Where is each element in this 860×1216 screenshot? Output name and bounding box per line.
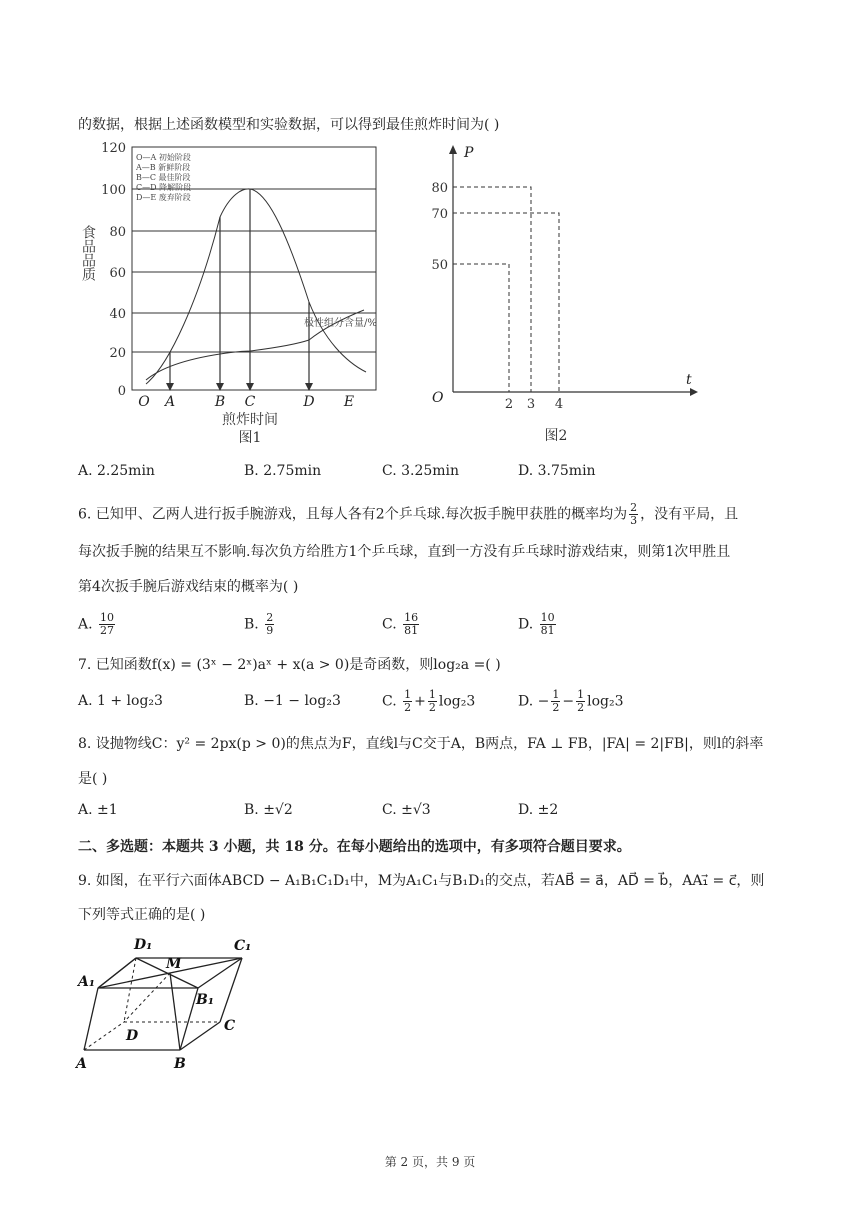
fig1-legend-item: B—C 最佳阶段 (136, 173, 191, 182)
fig1-ytick: 20 (109, 346, 126, 361)
q5-option-c[interactable]: C. 3.25min (382, 463, 460, 479)
fig2-origin: O (432, 390, 444, 406)
fig1-xpoint: O (138, 394, 150, 410)
fig2-ytick: 80 (431, 181, 448, 196)
q6-option-c[interactable]: C. $\frac{16}{81}$ (382, 611, 419, 637)
fig1-xpoint: B (214, 394, 226, 410)
vertex-b1: B₁ (196, 992, 214, 1008)
figure-1 (74, 140, 394, 450)
fig2-caption: 图2 (544, 428, 568, 444)
fig2-xtick: 4 (554, 397, 564, 412)
vertex-d: D (126, 1028, 139, 1044)
fig1-xpoint: D (303, 394, 315, 410)
q6-option-d[interactable]: D. $\frac{10}{81}$ (518, 611, 555, 637)
q6-line-3: 第4次扳手腕后游戏结束的概率为( ) (78, 579, 299, 595)
fig2-ytick: 50 (431, 258, 448, 273)
vertex-c1: C₁ (234, 938, 252, 954)
fig1-curve-label: 极性组分含量/% (304, 318, 377, 329)
q9-line-1: 9. 如图，在平行六面体ABCD − A₁B₁C₁D₁中，M为A₁C₁与B₁D₁的交点，若AB⃗ = a⃗，AD⃗ = b⃗，AA₁⃗ = c⃗，则 (78, 873, 765, 889)
vertex-a: A (76, 1056, 87, 1072)
fig1-ylabel: 食品品质 (80, 225, 96, 281)
fig2-xtick: 2 (504, 397, 514, 412)
q5-option-d[interactable]: D. 3.75min (518, 463, 596, 479)
q5-option-a[interactable]: A. 2.25min (78, 463, 155, 479)
fig1-ytick: 0 (117, 384, 126, 399)
fig1-xpoint: C (244, 394, 256, 410)
fig1-ytick: 40 (109, 307, 126, 322)
q7-option-c[interactable]: C. $\frac{1}{2}$ + $\frac{1}{2}$ log₂3 (382, 688, 476, 714)
fig1-ytick: 120 (101, 141, 126, 156)
fig1-xpoint: A (164, 394, 176, 410)
fig1-legend-item: D—E 废弃阶段 (136, 193, 191, 202)
vertex-m: M (166, 956, 182, 972)
q6-option-a[interactable]: A. $\frac{10}{27}$ (78, 611, 115, 637)
q9-line-2: 下列等式正确的是( ) (78, 907, 206, 923)
q8-option-b[interactable]: B. ±√2 (244, 802, 293, 818)
q7-option-b[interactable]: B. −1 − log₂3 (244, 693, 341, 709)
section-heading: 二、多选题：本题共 3 小题，共 18 分。在每小题给出的选项中，有多项符合题目要求。 (78, 839, 631, 855)
fig1-legend-item: C—D 降解阶段 (136, 183, 192, 192)
intro-line: 的数据，根据上述函数模型和实验数据，可以得到最佳煎炸时间为( ) (78, 117, 500, 133)
q7-stem: 7. 已知函数f(x) = (3ˣ − 2ˣ)aˣ + x(a > 0)是奇函数，则log₂a =( ) (78, 657, 501, 673)
fig1-ytick: 100 (101, 183, 126, 198)
fig2-yaxis-label: P (464, 145, 474, 161)
q7-option-d[interactable]: D. − $\frac{1}{2}$ − $\frac{1}{2}$ log₂3 (518, 688, 624, 714)
vertex-a1: A₁ (78, 974, 95, 990)
fig1-ytick: 60 (109, 266, 126, 281)
q7-option-a[interactable]: A. 1 + log₂3 (78, 693, 163, 709)
q6-line-1: 6. 已知甲、乙两人进行扳手腕游戏，且每人各有2个乒乓球.每次扳手腕甲获胜的概率均为 $\frac{2}{3}$ ，没有平局，且 (78, 501, 739, 527)
q8-option-c[interactable]: C. ±√3 (382, 802, 431, 818)
q6-line-2: 每次扳手腕的结果互不影响.每次负方给胜方1个乒乓球，直到一方没有乒乓球时游戏结束，则第1次甲胜且 (78, 544, 731, 560)
q8-line-1: 8. 设抛物线C：y² = 2px(p > 0)的焦点为F，直线l与C交于A，B两点，FA ⊥ FB，|FA| = 2|FB|，则l的斜率 (78, 736, 764, 752)
fig2-xtick: 3 (526, 397, 536, 412)
parallelepiped-figure (74, 930, 264, 1080)
fig1-caption: 图1 (238, 430, 262, 446)
quality-curve (146, 189, 366, 384)
fig1-legend-item: O—A 初始阶段 (136, 153, 191, 162)
fig1-ytick: 80 (109, 225, 126, 240)
q8-option-d[interactable]: D. ±2 (518, 802, 559, 818)
page-footer: 第 2 页，共 9 页 (384, 1155, 476, 1169)
q5-option-b[interactable]: B. 2.75min (244, 463, 322, 479)
figure-2 (420, 140, 710, 450)
vertex-b: B (174, 1056, 186, 1072)
vertex-c: C (224, 1018, 236, 1034)
fig2-ytick: 70 (431, 207, 448, 222)
q8-option-a[interactable]: A. ±1 (78, 802, 118, 818)
q6-option-b[interactable]: B. $\frac{2}{9}$ (244, 611, 274, 637)
fig2-xaxis-label: t (686, 372, 692, 388)
fig1-xlabel: 煎炸时间 (222, 412, 278, 428)
q8-line-2: 是( ) (78, 771, 108, 787)
vertex-d1: D₁ (134, 937, 153, 953)
fig1-xpoint: E (343, 394, 355, 410)
fig1-legend-item: A—B 新鲜阶段 (136, 163, 191, 172)
